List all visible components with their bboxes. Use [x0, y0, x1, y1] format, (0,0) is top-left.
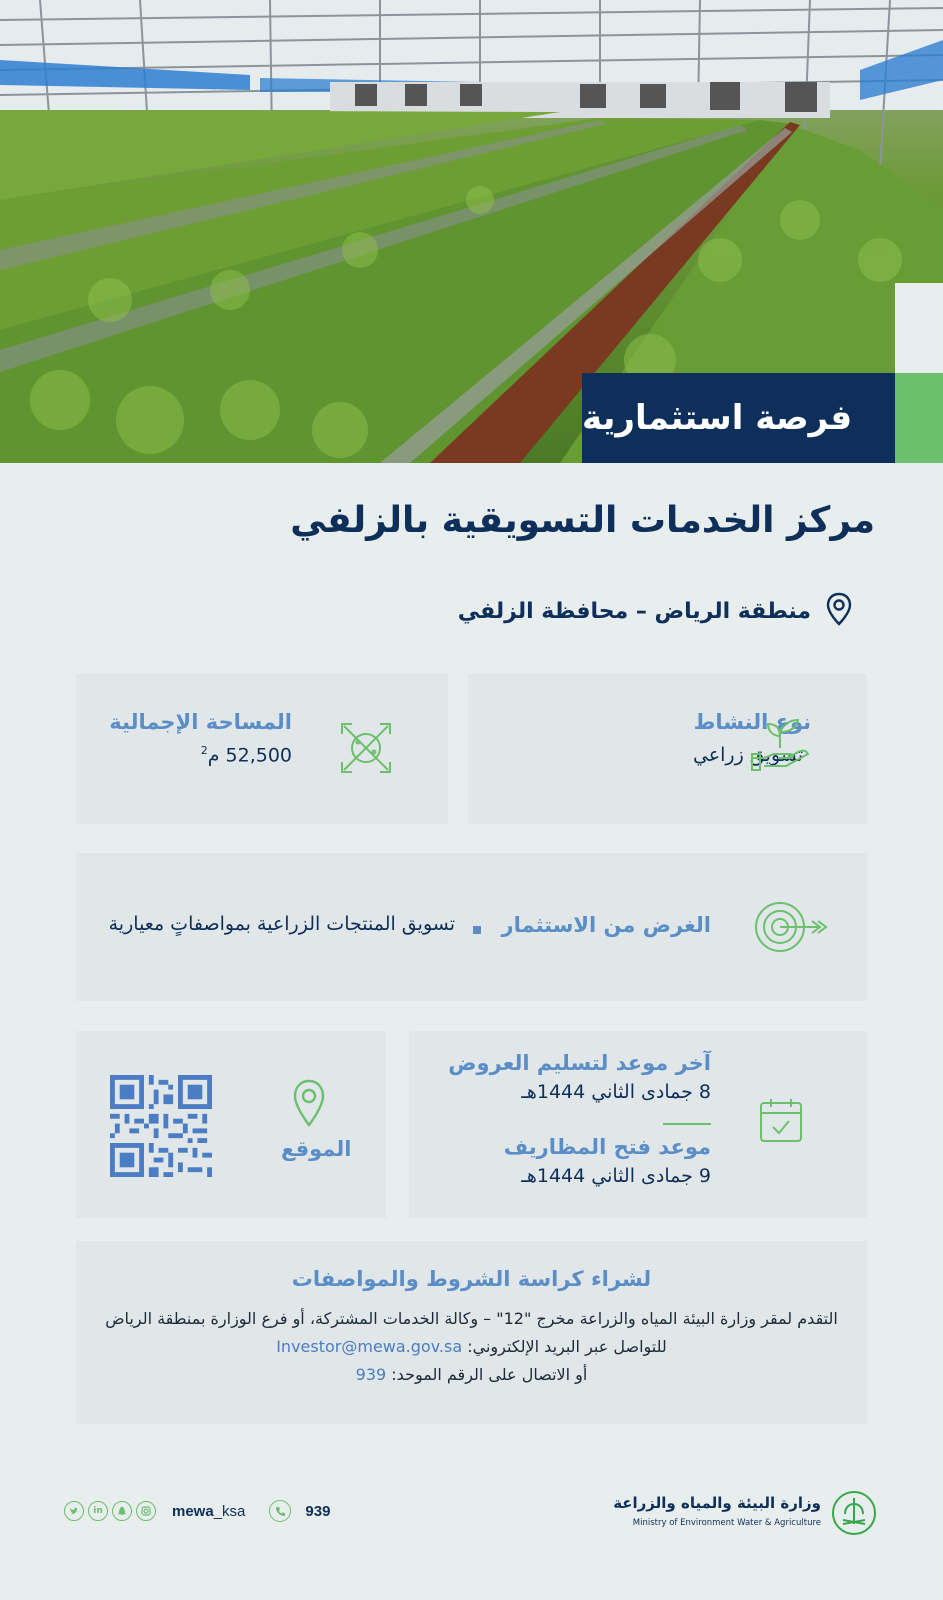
- page-title: مركز الخدمات التسويقية بالزلفي: [290, 500, 875, 541]
- purchase-line3: [76, 1365, 867, 1384]
- purpose-value: تسويق المنتجات الزراعية بمواصفاتٍ معيارية: [108, 913, 455, 935]
- qr-code[interactable]: [110, 1075, 212, 1181]
- ministry-name-ar: وزارة البيئة والمياه والزراعة: [613, 1494, 821, 1512]
- ministry-name-en: Ministry of Environment Water & Agriculture: [632, 1518, 821, 1528]
- phone-icon[interactable]: [269, 1500, 291, 1522]
- footer: [0, 1480, 943, 1550]
- opening-value: 9 جمادى الثاني 1444هـ: [521, 1165, 711, 1187]
- location-row: [458, 592, 853, 630]
- location-text: منطقة الرياض – محافظة الزلفي: [457, 598, 811, 624]
- location-pin-icon: [825, 592, 853, 630]
- calendar-check-icon: [759, 1097, 803, 1147]
- decor-grey-strip: [895, 283, 943, 373]
- activity-value: تسويق زراعي: [692, 744, 803, 766]
- area-heading: المساحة الإجمالية: [109, 710, 292, 734]
- purchase-heading: لشراء كراسة الشروط والمواصفات: [291, 1267, 652, 1291]
- investment-opportunity-banner: فرصة استثمارية: [582, 373, 895, 463]
- area-value-row: [109, 744, 292, 766]
- purchase-card: [76, 1241, 867, 1424]
- email-prefix: للتواصل عبر البريد الإلكتروني:: [462, 1337, 667, 1356]
- plant-in-hand-icon: [750, 718, 812, 778]
- area-card: [76, 674, 448, 824]
- deadline-value: 8 جمادى الثاني 1444هـ: [521, 1081, 711, 1103]
- email-link[interactable]: Investor@mewa.gov.sa: [276, 1337, 463, 1356]
- divider: [663, 1123, 711, 1125]
- twitter-icon[interactable]: [64, 1501, 84, 1521]
- site-card[interactable]: [76, 1031, 386, 1218]
- area-value: 52,500 م: [207, 744, 292, 767]
- social-bar: [64, 1500, 330, 1522]
- phone-link[interactable]: 939: [355, 1365, 387, 1384]
- footer-phone[interactable]: 939: [305, 1502, 331, 1520]
- purpose-heading: الغرض من الاستثمار: [501, 913, 711, 937]
- activity-card: [468, 674, 867, 824]
- area-unit-sup: 2: [200, 744, 208, 757]
- instagram-icon[interactable]: [136, 1501, 156, 1521]
- opening-heading: موعد فتح المظاريف: [503, 1135, 711, 1159]
- handle-rest: _ksa: [213, 1502, 246, 1520]
- purchase-line2: [76, 1337, 867, 1356]
- linkedin-icon[interactable]: in: [88, 1501, 108, 1521]
- site-label[interactable]: الموقع: [281, 1137, 352, 1161]
- decor-green-strip: [895, 373, 943, 463]
- target-arrow-icon: [752, 899, 828, 959]
- handle-bold: mewa: [172, 1502, 214, 1520]
- snapchat-icon[interactable]: [112, 1501, 132, 1521]
- social-handle[interactable]: [172, 1503, 245, 1520]
- site-pin-icon: [292, 1079, 326, 1131]
- bullet-square: [473, 926, 481, 934]
- ministry-logo-icon: [831, 1490, 877, 1540]
- purchase-line1: التقدم لمقر وزارة البيئة المياه والزراعة مخرج "12" – وكالة الخدمات المشتركة، أو فرع الوزارة بمنطقة الرياض: [105, 1309, 838, 1328]
- purpose-card: [76, 853, 867, 1001]
- activity-heading: نوع النشاط: [693, 710, 811, 734]
- dates-card: [409, 1031, 867, 1218]
- deadline-heading: آخر موعد لتسليم العروض: [448, 1051, 711, 1075]
- phone-prefix: أو الاتصال على الرقم الموحد:: [386, 1365, 588, 1384]
- expand-area-icon: [340, 722, 392, 778]
